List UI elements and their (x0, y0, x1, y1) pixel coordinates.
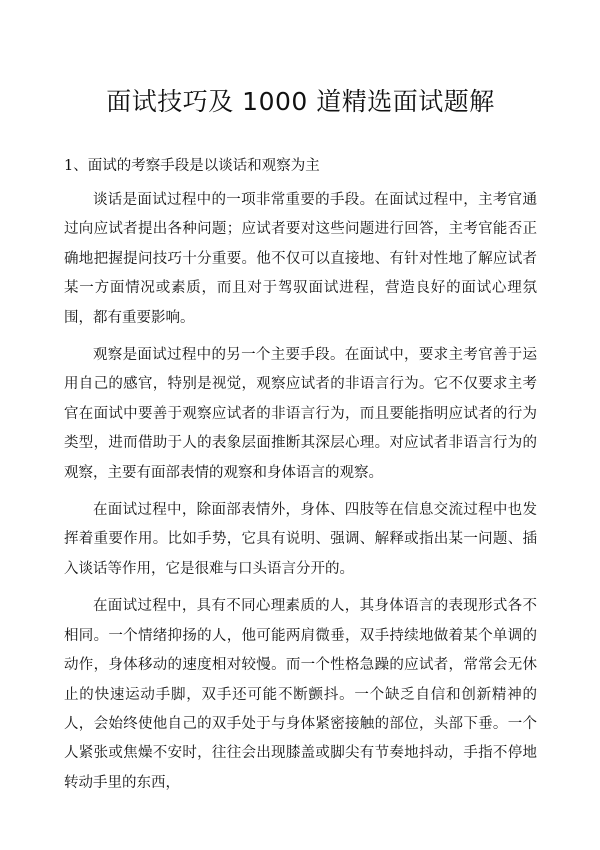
paragraph-observation: 观察是面试过程中的另一个主要手段。在面试中，要求主考官善于运用自己的感官，特别是视觉，观察应试者的非语言行为。它不仅要求主考官在面试中要善于观察应试者的非语言行为，而且要能指明应试者的行为类型，进而借助于人的表象层面推断其深层心理。对应试者非语言行为的观察，主要有面部表情的观察和身体语言的观察。 (64, 347, 537, 481)
paragraph-body-language: 在面试过程中，除面部表情外，身体、四肢等在信息交流过程中也发挥着重要作用。比如手势，它具有说明、强调、解释或指出某一问题、插入谈话等作用，它是很难与口头语言分开的。 (64, 502, 537, 577)
paragraph-conversation: 谈话是面试过程中的一项非常重要的手段。在面试过程中，主考官通过向应试者提出各种问题；应试者要对这些问题进行回答，主考官能否正确地把握提问技巧十分重要。他不仅可以直接地、有针对性地了解应试者某一方面情况或素质，而且对于驾驭面试进程，营造良好的面试心理氛围，都有重要影响。 (64, 192, 537, 326)
paragraph-psychological-traits: 在面试过程中，具有不同心理素质的人，其身体语言的表现形式各不相同。一个情绪抑扬的人，他可能两肩微垂，双手持续地做着某个单调的动作，身体移动的速度相对较慢。而一个性格急躁的应试者，常常会无休止的快速运动手脚，双手还可能不断颤抖。一个缺乏自信和创新精神的人，会始终使他自己的双手处于与身体紧密接触的部位，头部下垂。一个人紧张或焦燥不安时，往往会出现膝盖或脚尖有节奏地抖动，手指不停地转动手里的东西， (64, 598, 537, 791)
section-heading: 1、面试的考察手段是以谈话和观察为主 (64, 158, 320, 174)
document-title: 面试技巧及 1000 道精选面试题解 (106, 87, 495, 116)
